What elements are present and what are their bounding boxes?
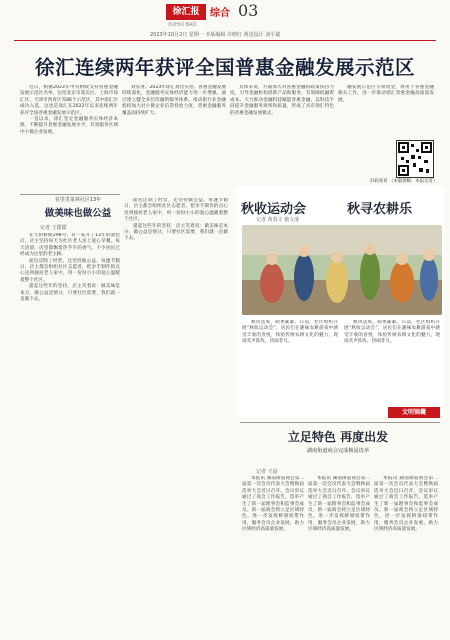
masthead-rule [14, 40, 436, 41]
chamber-column-2 [308, 476, 370, 628]
chamber-byline: 记者 王晨 [256, 469, 278, 475]
autumn-column-2 [344, 320, 440, 404]
feature-column-2 [124, 198, 228, 628]
autumn-photo [242, 225, 442, 315]
feature-paragraph: 提起这些年的坚持，店主笑着说：做美味是本分，做公益是情分，只要社区需要，我们就一直做下去。 [20, 284, 120, 303]
feature-paragraph: 提起这些年的坚持，店主笑着说：做美味是本分，做公益是情分，只要社区需要，我们就一直做下去。 [124, 223, 228, 242]
feature-paragraph: 在天钥桥路298号，有一家开了13年的面包店，店主坚持每天为社区老人送上爱心早餐。每天清晨，店里都飘着热乎乎的香气，不少居民已经成为这里的老主顾。 [20, 233, 120, 258]
feature-kicker: 看里里菜林社区13年 [54, 197, 102, 203]
lead-column-2 [122, 85, 226, 191]
chamber-column-3 [374, 476, 438, 628]
lead-paragraph: 效显著。2023年徐汇再出实招，普惠金融发展持续深化，金融服务实体经济能力进一步增强。通过建立健全多层次融资服务体系，推动银行业金融机构加大对小微企业信贷投放力度，普惠金融服务覆盖面持续扩大。 [122, 85, 226, 116]
feature-byline: 记者 王甜甜 [40, 225, 67, 231]
civility-tag: 文明锦囊 [388, 407, 440, 418]
lead-paragraph: 融发展示范区专项资金，将用于普惠金融相关工作，进一步推动徐汇普惠金融高质量发展。 [338, 85, 434, 103]
paper-subtitle: XUHUI BAO [168, 22, 197, 28]
page-number: 03 [238, 1, 259, 20]
chamber-paragraph: 本报讯 湖南街道商会第二届第一次会员代表大会暨换届选举大会近日召开。会议审议通过了商会工作报告，选举产生了新一届理事会和监事会成员。新一届商会将立足区域特色，进一步发挥桥梁纽带作用，服务会员企业发展，助力区域经济高质量发展。 [374, 476, 438, 533]
autumn-paragraph: 秋风送爽，硕果累累。日前，社区组织开展“秋收运动会”，居民们在趣味农耕游戏中感受丰收的喜悦，体验传统农耕文化的魅力，现场笑声阵阵，热闹非凡。 [242, 320, 338, 345]
autumn-title-right: 秋寻农耕乐 [347, 202, 413, 217]
autumn-byline: 记者 黄春文 施文成 [256, 217, 300, 223]
issue-meta: 2023年10月2日 星期一 本版编辑 许晴红 视觉设计 刘平斌 [150, 32, 281, 38]
qr-code-icon [397, 141, 433, 177]
chamber-subtitle: 湖南街道商会完成换届选举 [306, 448, 370, 454]
event-photo-illustration [242, 225, 442, 315]
lead-paragraph: 近日，根据2023年中央财政支持普惠金融发展示范区名单，包括北京市延庆区、上海市徐汇区、天津市西青区等86个示范区，其中徐汇区成功入选，这也是徐汇在2022年以来连续两年获评全国普惠金融发展示范区。 [20, 85, 118, 116]
chamber-paragraph: 本报讯 湖南街道商会第二届第一次会员代表大会暨换届选举大会近日召开。会议审议通过了商会工作报告，选举产生了新一届理事会和监事会成员。新一届商会将立足区域特色，进一步发挥桥梁纽带作用，服务会员企业发展，助力区域经济高质量发展。 [242, 476, 304, 533]
paper-logo: 徐汇报 [166, 4, 206, 20]
feature-paragraph: 面包店除了经营，还坚持做公益。每逢节假日，店主都会组织社区志愿者，把亲手制作的点心送到独居老人家中，用一份份小小的爱心温暖着整个社区。 [20, 258, 120, 283]
lead-column-3 [230, 85, 334, 191]
chamber-paragraph: 本报讯 湖南街道商会第二届第一次会员代表大会暨换届选举大会近日召开。会议审议通过了商会工作报告，选举产生了新一届理事会和监事会成员。新一届商会将立足区域特色，进一步发挥桥梁纽带作用，服务会员企业发展，助力区域经济高质量发展。 [308, 476, 370, 533]
feature-paragraph: 面包店除了经营，还坚持做公益。每逢节假日，店主都会组织社区志愿者，把亲手制作的点心送到独居老人家中，用一份份小小的爱心温暖着整个社区。 [124, 198, 228, 223]
autumn-paragraph: 秋风送爽，硕果累累。日前，社区组织开展“秋收运动会”，居民们在趣味农耕游戏中感受丰收的喜悦，体验传统农耕文化的魅力，现场笑声阵阵，热闹非凡。 [344, 320, 440, 345]
chamber-column-1 [242, 476, 304, 628]
feature-column-1 [20, 233, 120, 628]
lead-column-1 [20, 85, 118, 193]
autumn-column-1 [242, 320, 338, 404]
lead-paragraph: 具体来说，方面加大对普惠金融的政策扶持力度，引导金融机构创新产品和服务，有效降低融资成本。大力推动金融科技赋能普惠金融，以科技手段提升金融服务效率和质量，形成了具有徐汇特色的普惠金融发展模式。 [230, 85, 334, 116]
divider [20, 194, 120, 195]
main-headline: 徐汇连续两年获评全国普惠金融发展示范区 [34, 56, 415, 79]
qr-code[interactable] [396, 140, 434, 178]
section-label: 综合 [210, 8, 230, 19]
lead-column-4 [338, 85, 434, 139]
feature-title: 做美味也做公益 [44, 208, 112, 219]
divider [240, 422, 440, 423]
chamber-title-block [243, 428, 433, 454]
feature-title-block [24, 196, 132, 219]
qr-caption: 扫码查看 （本版供稿：本报记者） [370, 179, 438, 184]
autumn-title-left: 秋收运动会 [241, 202, 307, 217]
chamber-title: 立足特色 再度出发 [287, 430, 389, 444]
lead-paragraph: 一直以来，徐汇坚定金融服务实体经济本源，不断提升普惠金融发展水平，有效服务区域中小微企业发展。 [20, 117, 118, 135]
masthead [0, 0, 450, 48]
